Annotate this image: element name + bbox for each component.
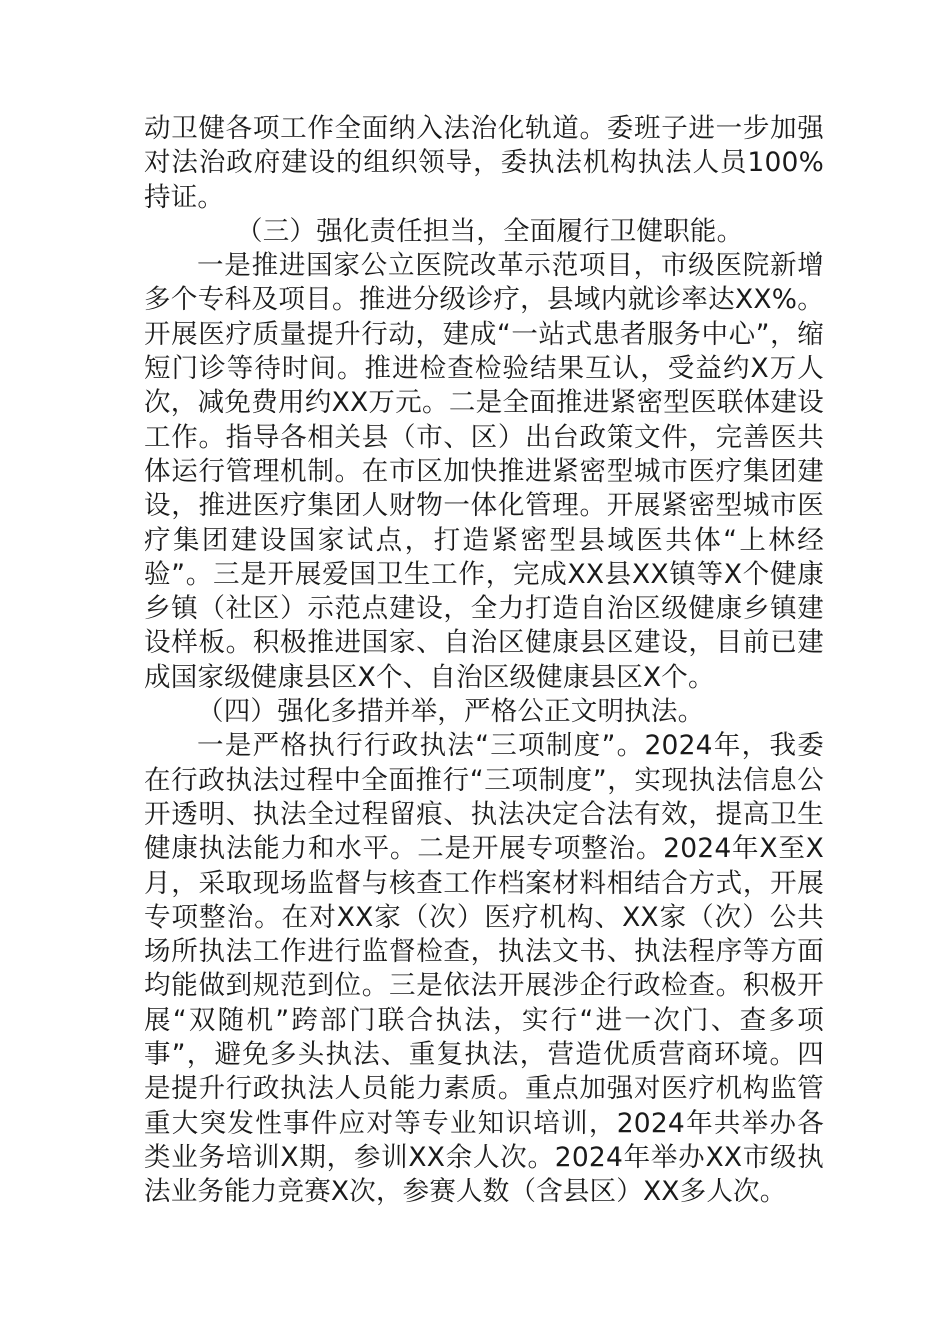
paragraph-continuation: 动卫健各项工作全面纳入法治化轨道。委班子进一步加强对法治政府建设的组织领导，委执法机构执法人员100%持证。 <box>144 113 824 213</box>
paragraph-healthcare-functions: 一是推进国家公立医院改革示范项目，市级医院新增多个专科及项目。推进分级诊疗，县域内就诊率达XX%。开展医疗质量提升行动，建成“一站式患者服务中心”，缩短门诊等待时间。推进检查检验结果互认，受益约X万人次，减免费用约XX万元。二是全面推进紧密型医联体建设工作。指导各相关县（市、区）出台政策文件，完善医共体运行管理机制。在市区加快推进紧密型城市医疗集团建设，推进医疗集团人财物一体化管理。开展紧密型城市医疗集团建设国家试点，打造紧密型县域医共体“上林经验”。三是开展爱国卫生工作，完成XX县XX镇等X个健康乡镇（社区）示范点建设，全力打造自治区级健康乡镇建设样板。积极推进国家、自治区健康县区建设，目前已建成国家级健康县区X个、自治区级健康县区X个。 <box>144 250 824 693</box>
section-heading-three: （三）强化责任担当，全面履行卫健职能。 <box>236 215 744 247</box>
paragraph-law-enforcement: 一是严格执行行政执法“三项制度”。2024年，我委在行政执法过程中全面推行“三项制度”，实现执法信息公开透明、执法全过程留痕、执法决定合法有效，提高卫生健康执法能力和水平。二是开展专项整治。2024年X至X月，采取现场监督与核查工作档案材料相结合方式，开展专项整治。在对XX家（次）医疗机构、XX家（次）公共场所执法工作进行监督检查，执法文书、执法程序等方面均能做到规范到位。三是依法开展涉企行政检查。积极开展“双随机”跨部门联合执法，实行“进一次门、查多项事”，避免多头执法、重复执法，营造优质营商环境。四是提升行政执法人员能力素质。重点加强对医疗机构监管重大突发性事件应对等专业知识培训，2024年共举办各类业务培训X期，参训XX余人次。2024年举办XX市级执法业务能力竞赛X次，参赛人数（含县区）XX多人次。 <box>144 730 824 1208</box>
section-heading-four: （四）强化多措并举，严格公正文明执法。 <box>197 696 705 728</box>
document-body <box>144 112 824 1210</box>
